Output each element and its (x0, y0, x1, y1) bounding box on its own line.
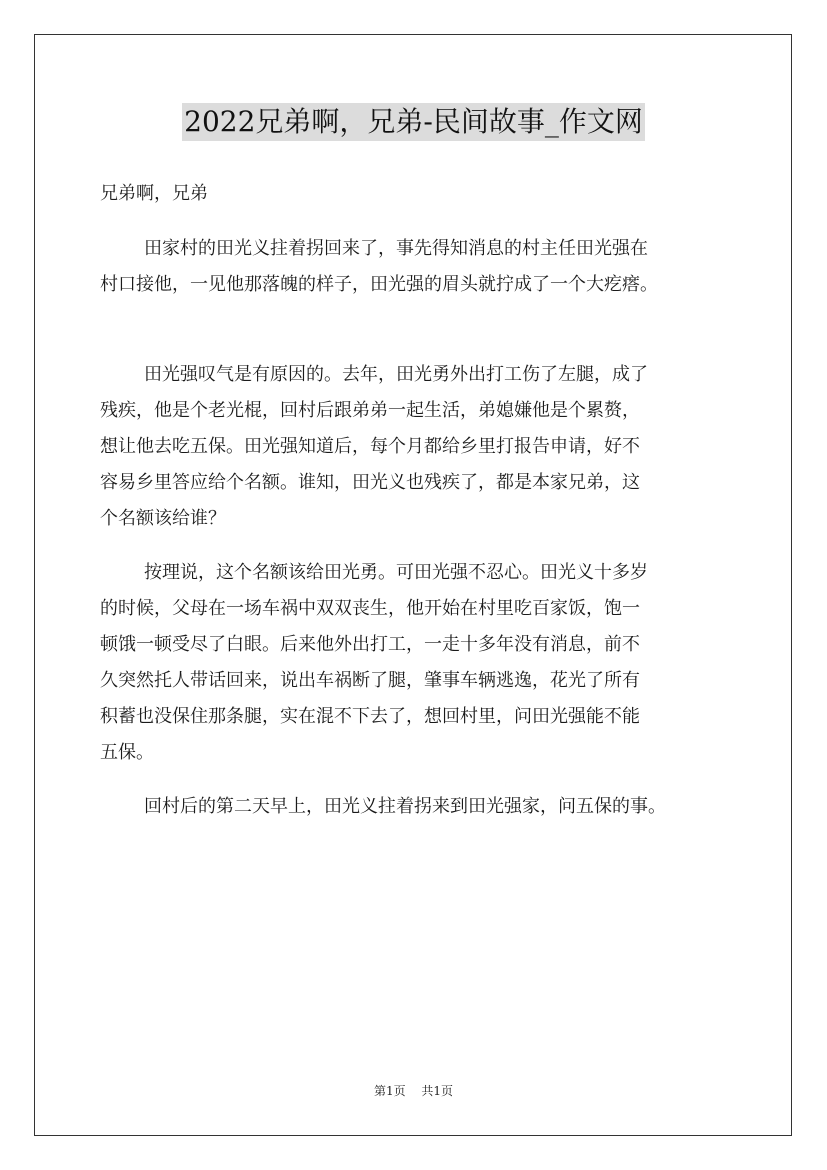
paragraph-line: 按理说，这个名额该给田光勇。可田光强不忍心。田光义十多岁 (144, 562, 648, 583)
paragraph-line: 五保。 (100, 742, 154, 763)
paragraph-line: 残疾，他是个老光棍，回村后跟弟弟一起生活，弟媳嫌他是个累赘， (100, 400, 640, 421)
paragraph-line: 的时候，父母在一场车祸中双双丧生，他开始在村里吃百家饭，饱一 (100, 598, 640, 619)
page-number: 第1页 (373, 1084, 406, 1098)
paragraph-4 (100, 789, 750, 825)
paragraph-line: 容易乡里答应给个名额。谁知，田光义也残疾了，都是本家兄弟，这 (100, 472, 640, 493)
paragraph-line: 想让他去吃五保。田光强知道后，每个月都给乡里打报告申请，好不 (100, 436, 640, 457)
paragraph-1 (100, 231, 750, 303)
document-title: 2022兄弟啊，兄弟-民间故事_作文网 (182, 103, 645, 141)
page-total: 共1页 (421, 1084, 454, 1098)
paragraph-line: 久突然托人带话回来，说出车祸断了腿，肇事车辆逃逸，花光了所有 (100, 670, 640, 691)
story-heading: 兄弟啊，兄弟 (100, 183, 208, 204)
paragraph-line: 积蓄也没保住那条腿，实在混不下去了，想回村里，问田光强能不能 (100, 706, 640, 727)
title-container (0, 103, 827, 141)
paragraph-line: 田光强叹气是有原因的。去年，田光勇外出打工伤了左腿，成了 (144, 364, 648, 385)
paragraph-line: 回村后的第二天早上，田光义拄着拐来到田光强家，问五保的事。 (144, 796, 666, 817)
paragraph-3 (100, 555, 750, 771)
paragraph-line: 田家村的田光义拄着拐回来了，事先得知消息的村主任田光强在 (144, 238, 648, 259)
paragraph-2 (100, 357, 750, 537)
paragraph-line: 个名额该给谁？ (100, 508, 226, 529)
paragraph-spacer (100, 321, 750, 357)
paragraph-line: 村口接他，一见他那落魄的样子，田光强的眉头就拧成了一个大疙瘩。 (100, 274, 658, 295)
paragraph-line: 顿饿一顿受尽了白眼。后来他外出打工，一走十多年没有消息，前不 (100, 634, 640, 655)
page-footer (0, 1082, 827, 1099)
document-body (100, 175, 750, 843)
